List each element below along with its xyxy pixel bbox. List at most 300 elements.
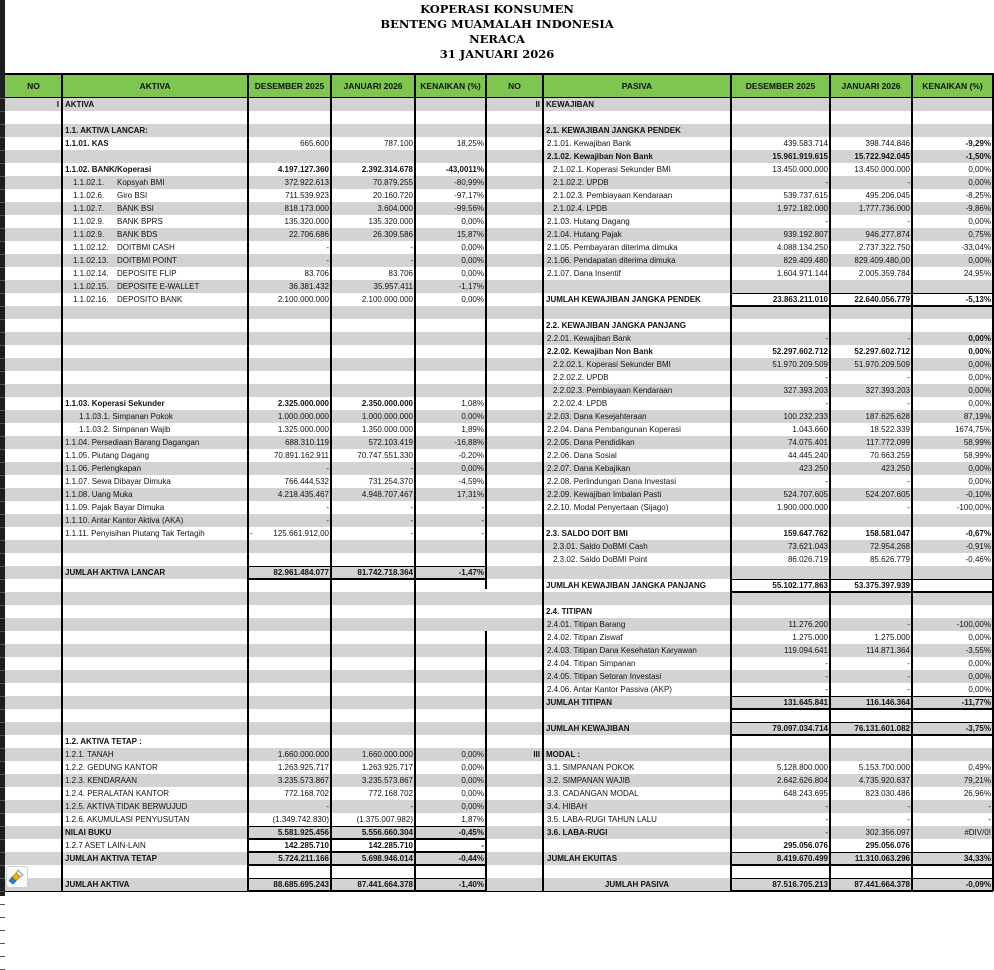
value-desember-2025: 372.922.613 bbox=[284, 178, 329, 187]
value-desember-2025: 5.128.800.000 bbox=[776, 763, 828, 772]
account-label: 2.1.02. Kewajiban Non Bank bbox=[547, 152, 653, 161]
account-code: 1.1.02.13. bbox=[73, 256, 109, 265]
kenaikan-percent: 0,00% bbox=[968, 685, 991, 694]
kenaikan-percent: -5,13% bbox=[965, 295, 991, 304]
kenaikan-percent: -100,00% bbox=[956, 503, 991, 512]
header-divider bbox=[829, 73, 831, 98]
kenaikan-percent: 0,00% bbox=[968, 672, 991, 681]
header-divider bbox=[911, 73, 913, 98]
column-divider bbox=[485, 631, 487, 891]
account-code: 1.1.02.15. bbox=[73, 282, 109, 291]
value-januari-2026: 83.706 bbox=[388, 269, 413, 278]
account-code: 1.1.02.9. bbox=[73, 230, 105, 239]
account-label: 1.1.05. Piutang Dagang bbox=[65, 451, 150, 460]
roman-numeral: II bbox=[535, 100, 540, 109]
value-desember-2025: 74.075.401 bbox=[787, 438, 828, 447]
account-label: 2.2.01. Kewajiban Bank bbox=[547, 334, 632, 343]
kenaikan-percent: 0,00% bbox=[461, 295, 484, 304]
value-januari-2026: - bbox=[410, 516, 413, 525]
account-label: 2.2.06. Dana Sosial bbox=[547, 451, 617, 460]
kenaikan-percent: 0,00% bbox=[968, 256, 991, 265]
account-label: 2.2.02. Kewajiban Non Bank bbox=[547, 347, 653, 356]
column-divider bbox=[247, 98, 249, 891]
row-stripe bbox=[5, 319, 993, 332]
account-label: 1.1.07. Sewa Dibayar Dimuka bbox=[65, 477, 171, 486]
value-desember-2025: 100.232.233 bbox=[783, 412, 828, 421]
value-desember-2025: - bbox=[825, 828, 828, 837]
kenaikan-percent: #DIV/0! bbox=[964, 828, 991, 837]
account-label: 2.2.02.2. UPDB bbox=[553, 373, 609, 382]
value-januari-2026: 85.626.779 bbox=[869, 555, 910, 564]
value-desember-2025: - bbox=[326, 516, 329, 525]
account-label: DOITBMI CASH bbox=[117, 243, 175, 252]
account-label: 2.1. KEWAJIBAN JANGKA PENDEK bbox=[546, 126, 681, 135]
kenaikan-percent: -1,40% bbox=[458, 880, 484, 889]
account-label: 1.1.10. Antar Kantor Aktiva (AKA) bbox=[65, 516, 184, 525]
value-desember-2025: 87.516.705.213 bbox=[772, 880, 828, 889]
kenaikan-percent: -80,99% bbox=[454, 178, 484, 187]
value-desember-2025: 86.026.719 bbox=[787, 555, 828, 564]
value-januari-2026: 3.604.000 bbox=[377, 204, 413, 213]
value-januari-2026: - bbox=[907, 672, 910, 681]
value-desember-2025: - bbox=[825, 659, 828, 668]
value-desember-2025: 766.444.532 bbox=[284, 477, 329, 486]
header-des-right: DESEMBER 2025 bbox=[745, 81, 816, 91]
kenaikan-percent: 58,99% bbox=[963, 451, 991, 460]
account-label: 2.4. TITIPAN bbox=[546, 607, 593, 616]
value-januari-2026: - bbox=[907, 815, 910, 824]
kenaikan-percent: -1,17% bbox=[458, 282, 484, 291]
value-desember-2025: 159.647.762 bbox=[783, 529, 828, 538]
value-desember-2025: - bbox=[825, 477, 828, 486]
account-label: 3.5. LABA-RUGI TAHUN LALU bbox=[547, 815, 657, 824]
value-januari-2026: 1.000.000.000 bbox=[361, 412, 413, 421]
value-januari-2026: 3.235.573.867 bbox=[361, 776, 413, 785]
account-label: 2.4.01. Titipan Barang bbox=[547, 620, 626, 629]
value-januari-2026: 142.285.710 bbox=[368, 841, 413, 850]
table-header bbox=[5, 73, 993, 98]
account-label: 3.4. HIBAH bbox=[547, 802, 588, 811]
value-januari-2026: 5.556.660.304 bbox=[361, 828, 413, 837]
account-label: 2.1.04. Hutang Pajak bbox=[547, 230, 622, 239]
account-label: Kopsyah BMI bbox=[117, 178, 165, 187]
kenaikan-percent: 24,95% bbox=[963, 269, 991, 278]
account-label: 1.2.3. KENDARAAN bbox=[65, 776, 138, 785]
value-desember-2025: 82.961.484.077 bbox=[273, 568, 329, 577]
value-desember-2025: 665.600 bbox=[300, 139, 329, 148]
value-desember-2025: 1.972.182.000 bbox=[776, 204, 828, 213]
value-januari-2026: 70.747.551.330 bbox=[357, 451, 413, 460]
account-label: JUMLAH PASIVA bbox=[604, 880, 670, 889]
kenaikan-percent: 0,00% bbox=[461, 776, 484, 785]
value-desember-2025: - bbox=[825, 178, 828, 187]
account-label: 2.3.02. Saldo DoBMI Point bbox=[553, 555, 648, 564]
account-label: 2.1.03. Hutang Dagang bbox=[547, 217, 630, 226]
header-des-left: DESEMBER 2025 bbox=[254, 81, 325, 91]
kenaikan-percent: 0,00% bbox=[968, 360, 991, 369]
account-label: Giro BSI bbox=[117, 191, 148, 200]
value-januari-2026: 51.970.209.509 bbox=[854, 360, 910, 369]
account-label: 1.1. AKTIVA LANCAR: bbox=[65, 126, 148, 135]
value-desember-2025: 711.539.923 bbox=[285, 191, 329, 200]
value-januari-2026: 26.309.586 bbox=[372, 230, 413, 239]
kenaikan-percent: 0,00% bbox=[968, 373, 991, 382]
value-januari-2026: 5.698.946.014 bbox=[361, 854, 413, 863]
kenaikan-percent: - bbox=[988, 815, 991, 824]
value-desember-2025: - bbox=[825, 672, 828, 681]
value-januari-2026: 72.954.268 bbox=[869, 542, 910, 551]
account-label: 2.4.06. Antar Kantor Passiva (AKP) bbox=[547, 685, 672, 694]
header-no-right: NO bbox=[508, 81, 521, 91]
value-januari-2026: - bbox=[907, 503, 910, 512]
account-code: 1.1.02.9. bbox=[73, 217, 105, 226]
value-januari-2026: 787.100 bbox=[384, 139, 413, 148]
value-desember-2025: 13.450.000.000 bbox=[772, 165, 828, 174]
paintbrush-icon bbox=[7, 867, 27, 887]
account-label: JUMLAH EKUITAS bbox=[547, 854, 618, 863]
value-januari-2026: - bbox=[907, 659, 910, 668]
value-desember-2025: 1.275.000 bbox=[792, 633, 828, 642]
account-label: DEPOSITO BANK bbox=[117, 295, 183, 304]
account-label: JUMLAH AKTIVA LANCAR bbox=[65, 568, 166, 577]
value-januari-2026: - bbox=[907, 178, 910, 187]
kenaikan-percent: 0,00% bbox=[461, 789, 484, 798]
kenaikan-percent: 0,00% bbox=[968, 464, 991, 473]
account-label: 2.4.02. Titipan Ziswaf bbox=[547, 633, 623, 642]
value-januari-2026: - bbox=[907, 334, 910, 343]
column-divider bbox=[829, 98, 831, 891]
value-desember-2025: 88.685.695.243 bbox=[273, 880, 329, 889]
value-desember-2025: 51.970.209.509 bbox=[772, 360, 828, 369]
kenaikan-percent: 58,99% bbox=[963, 438, 991, 447]
kenaikan-percent: 15,87% bbox=[456, 230, 484, 239]
value-desember-2025: 23.863.211.010 bbox=[772, 295, 828, 304]
account-label: JUMLAH AKTIVA TETAP bbox=[65, 854, 157, 863]
row-stripe bbox=[5, 111, 993, 124]
kenaikan-percent: -11,77% bbox=[961, 698, 991, 707]
column-divider bbox=[730, 98, 732, 891]
header-pasiva: PASIVA bbox=[621, 81, 653, 91]
title-line-1: KOPERASI KONSUMEN bbox=[420, 2, 574, 16]
value-desember-2025: 648.243.695 bbox=[783, 789, 828, 798]
value-januari-2026: - bbox=[907, 620, 910, 629]
value-januari-2026: 495.206.045 bbox=[865, 191, 910, 200]
account-label: DEPOSITE E-WALLET bbox=[117, 282, 200, 291]
table-bottom-border bbox=[5, 891, 993, 893]
kenaikan-percent: -0,10% bbox=[965, 490, 991, 499]
value-desember-2025: 70.891.162.911 bbox=[273, 451, 329, 460]
kenaikan-percent: 0,00% bbox=[461, 464, 484, 473]
kenaikan-percent: 1674,75% bbox=[954, 425, 991, 434]
value-januari-2026: 1.777.736.000 bbox=[858, 204, 910, 213]
account-label: JUMLAH KEWAJIBAN JANGKA PANJANG bbox=[546, 581, 707, 590]
kenaikan-percent: 87,19% bbox=[963, 412, 991, 421]
value-januari-2026: 15.722.942.045 bbox=[854, 152, 910, 161]
account-label: 1.1.01. KAS bbox=[65, 139, 109, 148]
kenaikan-percent: - bbox=[481, 516, 484, 525]
column-divider bbox=[542, 98, 544, 891]
value-desember-2025: 83.706 bbox=[304, 269, 329, 278]
account-label: 2.2.09. Kewajiban Imbalan Pasti bbox=[547, 490, 662, 499]
value-januari-2026: 302.356.097 bbox=[865, 828, 910, 837]
kenaikan-percent: 1,08% bbox=[461, 399, 484, 408]
value-januari-2026: 5.153.700.000 bbox=[858, 763, 910, 772]
kenaikan-percent: -1,50% bbox=[965, 152, 991, 161]
value-desember-2025: - bbox=[825, 217, 828, 226]
value-desember-2025: 2.100.000.000 bbox=[277, 295, 329, 304]
value-januari-2026: 116.146.364 bbox=[865, 698, 910, 707]
value-desember-2025: 772.168.702 bbox=[284, 789, 329, 798]
account-label: DOITBMI POINT bbox=[117, 256, 177, 265]
value-januari-2026: - bbox=[907, 373, 910, 382]
account-code: 1.1.02.14. bbox=[73, 269, 109, 278]
value-desember-2025: 55.102.177.863 bbox=[772, 581, 828, 590]
column-divider bbox=[330, 98, 332, 891]
header-divider bbox=[485, 73, 487, 98]
value-januari-2026: - bbox=[410, 529, 413, 538]
value-desember-2025: 1.900.000.000 bbox=[776, 503, 828, 512]
value-januari-2026: 53.375.397.939 bbox=[854, 581, 910, 590]
roman-numeral: I bbox=[56, 100, 59, 109]
account-label: 2.4.04. Titipan Simpanan bbox=[547, 659, 636, 668]
account-label: 2.2.02.1. Koperasi Sekunder BMI bbox=[553, 360, 671, 369]
row-stripe bbox=[5, 306, 993, 319]
account-label: 2.2.05. Dana Pendidikan bbox=[547, 438, 635, 447]
title-line-4: 31 JANUARI 2026 bbox=[439, 47, 555, 61]
kenaikan-percent: -100,00% bbox=[956, 620, 991, 629]
value-januari-2026: 398.744.846 bbox=[865, 139, 910, 148]
kenaikan-percent: -33,04% bbox=[961, 243, 991, 252]
account-label: 2.4.03. Titipan Dana Kesehatan Karyawan bbox=[547, 646, 697, 655]
kenaikan-percent: -3,75% bbox=[965, 724, 991, 733]
kenaikan-percent: - bbox=[988, 802, 991, 811]
value-januari-2026: 731.254.370 bbox=[368, 477, 413, 486]
value-januari-2026: 135.320.000 bbox=[368, 217, 413, 226]
account-label: 2.1.02.2. UPDB bbox=[553, 178, 609, 187]
value-desember-2025: - bbox=[326, 503, 329, 512]
value-januari-2026: 22.640.056.779 bbox=[854, 295, 910, 304]
account-label: 2.1.06. Pendapatan diterima dimuka bbox=[547, 256, 676, 265]
kenaikan-percent: -0,44% bbox=[458, 854, 484, 863]
kenaikan-percent: -0,91% bbox=[965, 542, 991, 551]
value-januari-2026: - bbox=[410, 503, 413, 512]
kenaikan-percent bbox=[912, 839, 993, 852]
account-label: BANK BSI bbox=[117, 204, 154, 213]
account-code: 1.1.02.12. bbox=[73, 243, 109, 252]
header-divider bbox=[542, 73, 544, 98]
value-januari-2026: 70.879.255 bbox=[372, 178, 413, 187]
value-desember-2025: 5.581.925.456 bbox=[277, 828, 329, 837]
account-label: 1.1.03.2. Simpanan Wajib bbox=[79, 425, 171, 434]
header-kenaikan-right: KENAIKAN (%) bbox=[922, 81, 983, 91]
value-desember-2025: - bbox=[825, 399, 828, 408]
value-januari-2026: - bbox=[410, 802, 413, 811]
value-desember-2025: 1.043.660 bbox=[792, 425, 828, 434]
value-januari-2026: 114.871.364 bbox=[866, 646, 910, 655]
kenaikan-percent: 1,89% bbox=[461, 425, 484, 434]
account-label: 2.3.01. Saldo DoBMI Cash bbox=[553, 542, 648, 551]
kenaikan-percent bbox=[912, 579, 993, 592]
account-label: 1.1.06. Perlengkapan bbox=[65, 464, 142, 473]
value-desember-2025: - bbox=[825, 685, 828, 694]
kenaikan-percent: 34,33% bbox=[963, 854, 991, 863]
account-code: 1.1.02.1. bbox=[73, 178, 105, 187]
value-desember-2025: 1.000.000.000 bbox=[277, 412, 329, 421]
value-januari-2026: 117.772.099 bbox=[866, 438, 910, 447]
value-januari-2026: 70.663.259 bbox=[869, 451, 910, 460]
value-januari-2026: - bbox=[410, 256, 413, 265]
account-label: 1.1.03.1. Simpanan Pokok bbox=[79, 412, 173, 421]
kenaikan-percent: 18,25% bbox=[456, 139, 484, 148]
value-januari-2026: 823.030.486 bbox=[865, 789, 910, 798]
value-desember-2025: 44.445.240 bbox=[787, 451, 828, 460]
header-divider bbox=[61, 73, 63, 98]
value-januari-2026: 772.168.702 bbox=[368, 789, 413, 798]
value-desember-2025: 73.621.043 bbox=[787, 542, 828, 551]
account-label: KEWAJIBAN bbox=[546, 100, 595, 109]
value-desember-2025: - bbox=[326, 243, 329, 252]
kenaikan-percent: 0,00% bbox=[461, 412, 484, 421]
account-label: 2.1.02.1. Koperasi Sekunder BMI bbox=[553, 165, 671, 174]
value-januari-2026: 1.350.000.000 bbox=[361, 425, 413, 434]
account-label: BANK BPRS bbox=[117, 217, 163, 226]
account-label: 2.4.05. Titipan Setoran Investasi bbox=[547, 672, 662, 681]
value-desember-2025: 15.961.919.615 bbox=[772, 152, 828, 161]
kenaikan-percent: -0,67% bbox=[965, 529, 991, 538]
value-desember-2025: 688.310.119 bbox=[285, 438, 329, 447]
kenaikan-percent: 0,00% bbox=[968, 477, 991, 486]
kenaikan-percent: -16,88% bbox=[454, 438, 484, 447]
value-desember-2025: 439.583.714 bbox=[783, 139, 828, 148]
value-desember-2025: 4.218.435.467 bbox=[277, 490, 329, 499]
account-label: 1.2. AKTIVA TETAP : bbox=[65, 737, 142, 746]
header-jan-left: JANUARI 2026 bbox=[343, 81, 403, 91]
value-januari-2026: 1.275.000 bbox=[874, 633, 910, 642]
header-divider bbox=[414, 73, 416, 98]
value-januari-2026: 423.250 bbox=[881, 464, 910, 473]
value-januari-2026: 2.005.359.784 bbox=[858, 269, 910, 278]
value-januari-2026: 4.948.707.467 bbox=[361, 490, 413, 499]
column-divider bbox=[485, 98, 487, 589]
value-januari-2026: 572.103.419 bbox=[368, 438, 413, 447]
kenaikan-percent: - bbox=[481, 529, 484, 538]
value-desember-2025: 524.707.605 bbox=[783, 490, 828, 499]
value-desember-2025: - bbox=[825, 815, 828, 824]
value-januari-2026: 4.735.920.637 bbox=[858, 776, 910, 785]
negative-sign: - bbox=[250, 529, 253, 538]
account-label: 1.2.4. PERALATAN KANTOR bbox=[65, 789, 170, 798]
kenaikan-percent: 0,00% bbox=[968, 633, 991, 642]
format-painter-button[interactable] bbox=[6, 866, 28, 888]
account-code: 1.1.02.7. bbox=[73, 204, 105, 213]
kenaikan-percent: -4,59% bbox=[458, 477, 484, 486]
value-januari-2026: 35.957.411 bbox=[373, 282, 413, 291]
account-label: DEPOSITE FLIP bbox=[117, 269, 177, 278]
header-no-left: NO bbox=[27, 81, 40, 91]
value-januari-2026: 11.310.063.296 bbox=[854, 854, 910, 863]
account-label: 3.2. SIMPANAN WAJIB bbox=[547, 776, 631, 785]
account-label: 3.1. SIMPANAN POKOK bbox=[547, 763, 635, 772]
account-label: 2.2. KEWAJIBAN JANGKA PANJANG bbox=[546, 321, 687, 330]
account-label: 3.6. LABA-RUGI bbox=[547, 828, 608, 837]
kenaikan-percent: -0,09% bbox=[965, 880, 991, 889]
value-desember-2025: 4.197.127.360 bbox=[277, 165, 329, 174]
value-januari-2026: 829.409.480,00 bbox=[854, 256, 910, 265]
value-januari-2026: 158.581.047 bbox=[865, 529, 910, 538]
value-januari-2026: - bbox=[410, 464, 413, 473]
kenaikan-percent: -0,45% bbox=[458, 828, 484, 837]
value-desember-2025: - bbox=[825, 373, 828, 382]
kenaikan-percent: -8,25% bbox=[965, 191, 991, 200]
value-desember-2025: 11.276.200 bbox=[788, 620, 828, 629]
value-januari-2026: 18.522.339 bbox=[869, 425, 910, 434]
value-desember-2025: 939.192.807 bbox=[783, 230, 828, 239]
value-desember-2025: 295.056.076 bbox=[783, 841, 828, 850]
title-line-3: NERACA bbox=[469, 32, 525, 46]
value-januari-2026: 87.441.664.378 bbox=[357, 880, 413, 889]
value-desember-2025: 1.604.971.144 bbox=[776, 269, 828, 278]
value-desember-2025: 2.325.000.000 bbox=[277, 399, 329, 408]
account-label: 2.2.03. Dana Kesejahteraan bbox=[547, 412, 647, 421]
column-divider bbox=[414, 98, 416, 891]
value-desember-2025: (1.349.742.830) bbox=[272, 815, 329, 824]
account-label: JUMLAH KEWAJIBAN JANGKA PENDEK bbox=[546, 295, 701, 304]
value-januari-2026: - bbox=[907, 217, 910, 226]
account-label: 2.2.02.4. LPDB bbox=[553, 399, 608, 408]
value-januari-2026: 1.263.925.717 bbox=[361, 763, 413, 772]
account-label: 1.2.7 ASET LAIN-LAIN bbox=[65, 841, 146, 850]
value-januari-2026: 327.393.203 bbox=[865, 386, 910, 395]
kenaikan-percent: -99,56% bbox=[454, 204, 484, 213]
kenaikan-percent: 0,75% bbox=[968, 230, 991, 239]
value-januari-2026: 295.056.076 bbox=[865, 841, 910, 850]
value-januari-2026: 1.660.000.000 bbox=[361, 750, 413, 759]
kenaikan-percent: 26,96% bbox=[963, 789, 991, 798]
value-desember-2025: 1.325.000.000 bbox=[277, 425, 329, 434]
value-desember-2025: - bbox=[326, 802, 329, 811]
row-stripe bbox=[5, 592, 993, 605]
kenaikan-percent: - bbox=[481, 503, 484, 512]
kenaikan-percent: 0,00% bbox=[461, 243, 484, 252]
value-desember-2025: - bbox=[326, 464, 329, 473]
value-januari-2026: 76.131.601.082 bbox=[854, 724, 910, 733]
kenaikan-percent: 0,00% bbox=[968, 178, 991, 187]
kenaikan-percent: 1,87% bbox=[461, 815, 484, 824]
column-divider bbox=[911, 98, 913, 891]
kenaikan-percent: 0,00% bbox=[968, 165, 991, 174]
header-kenaikan-left: KENAIKAN (%) bbox=[420, 81, 481, 91]
kenaikan-percent: 0,49% bbox=[968, 763, 991, 772]
header-divider bbox=[730, 73, 732, 98]
value-desember-2025: 1.263.925.717 bbox=[277, 763, 329, 772]
value-desember-2025: 125.661.912,00 bbox=[273, 529, 329, 538]
value-desember-2025: 2.642.626.804 bbox=[776, 776, 828, 785]
value-desember-2025: 818.173.000 bbox=[284, 204, 329, 213]
value-desember-2025: 79.097.034.714 bbox=[772, 724, 828, 733]
account-code: 1.1.02.6. bbox=[73, 191, 105, 200]
value-desember-2025: 829.409.480 bbox=[783, 256, 828, 265]
account-label: JUMLAH TITIPAN bbox=[546, 698, 613, 707]
kenaikan-percent: -0,20% bbox=[458, 451, 484, 460]
kenaikan-percent: 0,00% bbox=[968, 334, 991, 343]
account-label: 1.1.02. BANK/Koperasi bbox=[65, 165, 152, 174]
account-label: 2.2.02.3. Pembiayaan Kendaraan bbox=[553, 386, 673, 395]
value-desember-2025: 22.706.686 bbox=[288, 230, 329, 239]
value-desember-2025: 3.235.573.867 bbox=[277, 776, 329, 785]
account-label: 2.1.02.3. Pembiayaan Kendaraan bbox=[553, 191, 673, 200]
value-desember-2025: 52.297.602.712 bbox=[772, 347, 828, 356]
kenaikan-percent: - bbox=[481, 841, 484, 850]
